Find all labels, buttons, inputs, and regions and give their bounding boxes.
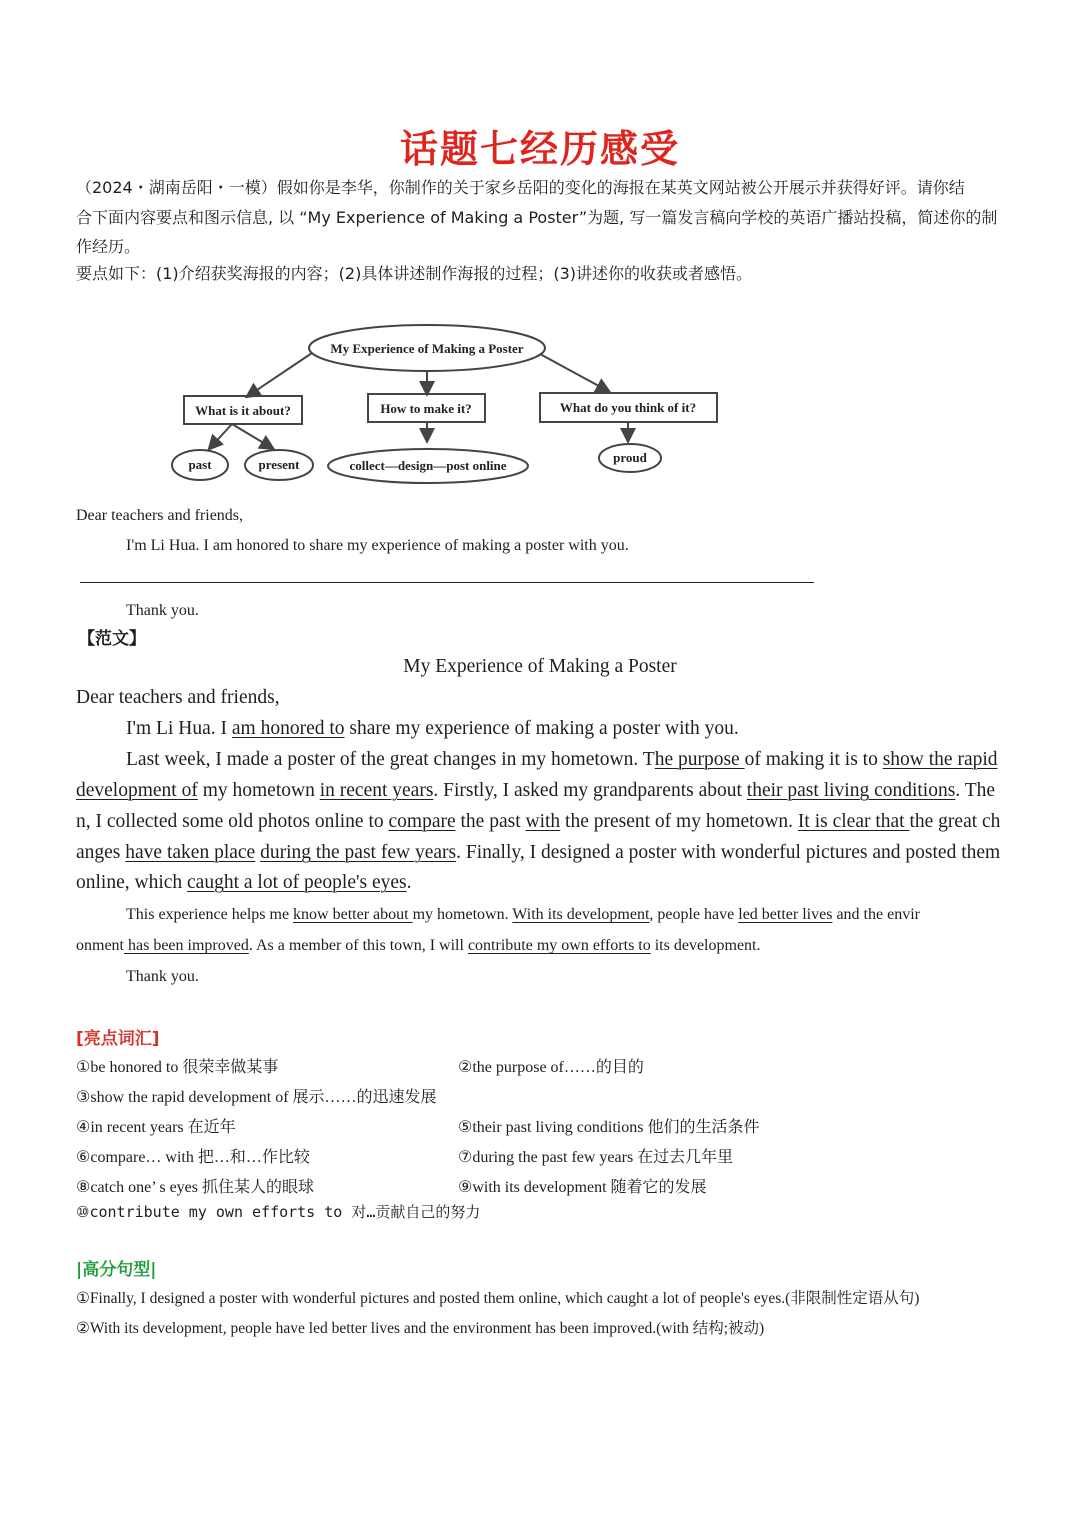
- model-line-4: n, I collected some old photos online to compare the past with the present of my hometown. It is clear that the great ch: [76, 811, 1001, 832]
- prompt-line-3: 作经历。: [76, 237, 141, 256]
- root-label: My Experience of Making a Poster: [330, 341, 524, 356]
- sentence-item-1: ①Finally, I designed a poster with wonderful pictures and posted them online, which caught a lot of people's eyes.(非限制性定语从句): [76, 1290, 920, 1307]
- model-title: My Experience of Making a Poster: [403, 656, 677, 677]
- a3-label: collect—design—post online: [349, 458, 507, 473]
- q2-label: How to make it?: [380, 401, 472, 416]
- task-closing: Thank you.: [126, 602, 199, 619]
- model-line-5: anges have taken place during the past few years. Finally, I designed a poster with wonderful pictures and posted them: [76, 842, 1001, 863]
- a4-label: proud: [613, 450, 647, 465]
- vocab-item-5: ⑤their past living conditions 他们的生活条件: [458, 1119, 760, 1136]
- q1-label: What is it about?: [195, 403, 291, 418]
- vocab-item-2: ②the purpose of……的目的: [458, 1059, 644, 1076]
- model-line-1: I'm Li Hua. I am honored to share my experience of making a poster with you.: [126, 718, 739, 739]
- model-line-7: This experience helps me know better about my hometown. With its development, people have led better lives and the envir: [126, 906, 920, 923]
- vocab-item-10: ⑩contribute my own efforts to 对…贡献自己的努力: [76, 1203, 481, 1221]
- answer-line: [80, 582, 814, 583]
- sentence-heading: |高分句型|: [76, 1260, 157, 1280]
- vocab-item-8: ⑧catch one’ s eyes 抓住某人的眼球: [76, 1179, 314, 1196]
- prompt-line-1: （2024・湖南岳阳・一模）假如你是李华，你制作的关于家乡岳阳的变化的海报在某英文网站被公开展示并获得好评。请你结: [76, 178, 965, 197]
- a1-label: past: [188, 457, 212, 472]
- a2-label: present: [258, 457, 300, 472]
- task-greeting: Dear teachers and friends,: [76, 507, 244, 524]
- sentence-item-2: ②With its development, people have led better lives and the environment has been improved.(with 结构;被动): [76, 1320, 765, 1337]
- task-opening: I'm Li Hua. I am honored to share my experience of making a poster with you.: [126, 537, 629, 554]
- prompt-line-2: 合下面内容要点和图示信息, 以 “My Experience of Making a Poster”为题, 写一篇发言稿向学校的英语广播站投稿，简述你的制: [76, 208, 998, 227]
- model-line-2: Last week, I made a poster of the great changes in my hometown. The purpose of making it is to show the rapid: [126, 749, 998, 770]
- model-closing: Thank you.: [126, 968, 199, 985]
- vocab-item-4: ④in recent years 在近年: [76, 1119, 236, 1136]
- page-title: 话题七经历感受: [399, 127, 680, 171]
- model-line-6: online, which caught a lot of people's eyes.: [76, 872, 412, 893]
- vocab-item-7: ⑦during the past few years 在过去几年里: [458, 1149, 734, 1166]
- vocab-heading: [亮点词汇]: [76, 1029, 160, 1049]
- model-line-3: development of my hometown in recent years. Firstly, I asked my grandparents about their past living conditions. The: [76, 780, 996, 801]
- model-greeting: Dear teachers and friends,: [76, 687, 280, 708]
- vocab-item-1: ①be honored to 很荣幸做某事: [76, 1059, 279, 1076]
- model-label: 【范文】: [78, 629, 146, 649]
- prompt-points: 要点如下：(1)介绍获奖海报的内容；(2)具体讲述制作海报的过程；(3)讲述你的收获或者感悟。: [76, 264, 752, 283]
- vocab-item-6: ⑥compare… with 把…和…作比较: [76, 1149, 310, 1166]
- model-line-8: onment has been improved. As a member of this town, I will contribute my own efforts to its development.: [76, 937, 761, 954]
- vocab-item-3: ③show the rapid development of 展示……的迅速发展: [76, 1089, 437, 1106]
- vocab-item-9: ⑨with its development 随着它的发展: [458, 1179, 707, 1196]
- q3-label: What do you think of it?: [559, 400, 697, 415]
- mind-map-diagram: [160, 318, 740, 498]
